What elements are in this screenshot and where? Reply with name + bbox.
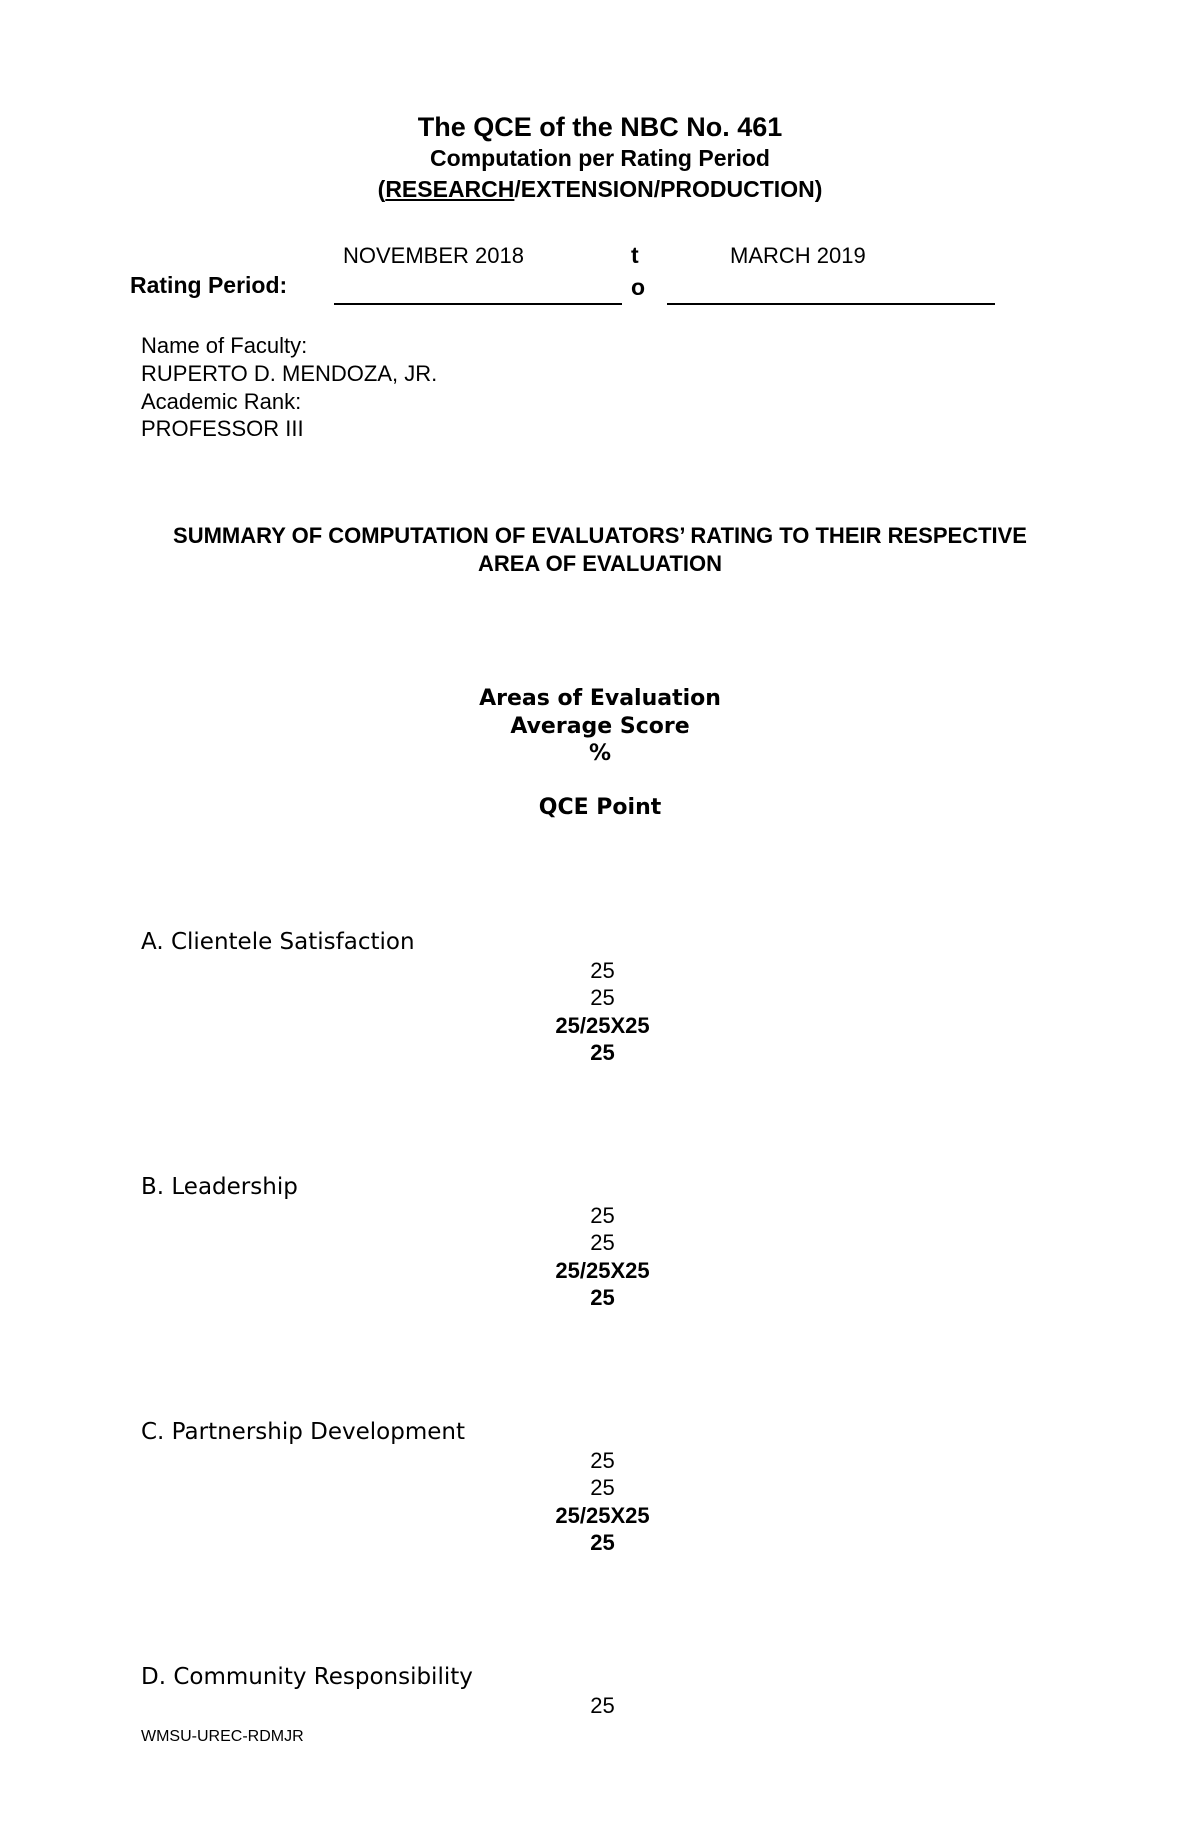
category-open-paren: ( [377,176,386,202]
rating-period-to-o: o [631,274,646,300]
area-qce-point: 25 [590,1285,615,1310]
category-rest: /EXTENSION/PRODUCTION) [514,176,823,202]
area-qce-point: 25 [590,1040,615,1065]
area-qce-point: 25 [590,1530,615,1555]
rating-period-from: NOVEMBER 2018 [343,243,524,268]
header-qce-point: QCE Point [538,795,662,820]
document-title: The QCE of the NBC No. 461 [417,112,783,142]
area-average-score: 25 [590,1448,615,1473]
category-selected: RESEARCH [385,176,515,202]
rating-period-to-t: t [631,242,639,268]
academic-rank-label: Academic Rank: [141,389,302,414]
area-name: D. Community Responsibility [141,1664,473,1690]
header-average-score: Average Score [510,714,690,739]
area-average-score: 25 [590,1693,615,1718]
area-formula: 25/25X25 [555,1503,650,1528]
summary-heading-line2: AREA OF EVALUATION [477,551,723,576]
area-formula: 25/25X25 [555,1013,650,1038]
area-average-score: 25 [590,958,615,983]
area-percent: 25 [590,1475,615,1500]
area-formula: 25/25X25 [555,1258,650,1283]
area-name: B. Leadership [141,1174,298,1200]
area-name: C. Partnership Development [141,1419,465,1445]
faculty-name-label: Name of Faculty: [141,333,308,358]
document-subtitle: Computation per Rating Period [430,145,770,171]
area-average-score: 25 [590,1203,615,1228]
rating-period-label: Rating Period: [130,272,288,298]
header-areas-of-evaluation: Areas of Evaluation [479,686,721,711]
summary-heading-line1: SUMMARY OF COMPUTATION OF EVALUATORS’ RATING TO THEIR RESPECTIVE [173,523,1027,548]
footer-code: WMSU-UREC-RDMJR [141,1728,304,1745]
faculty-name: RUPERTO D. MENDOZA, JR. [141,361,438,386]
header-percent: % [588,741,612,766]
area-name: A. Clientele Satisfaction [141,929,415,955]
area-percent: 25 [590,985,615,1010]
area-percent: 25 [590,1230,615,1255]
rating-period-until-line [667,303,995,305]
academic-rank: PROFESSOR III [141,416,304,441]
category-line [0,176,1200,203]
rating-period-from-line [334,303,622,305]
rating-period-until: MARCH 2019 [730,243,866,268]
